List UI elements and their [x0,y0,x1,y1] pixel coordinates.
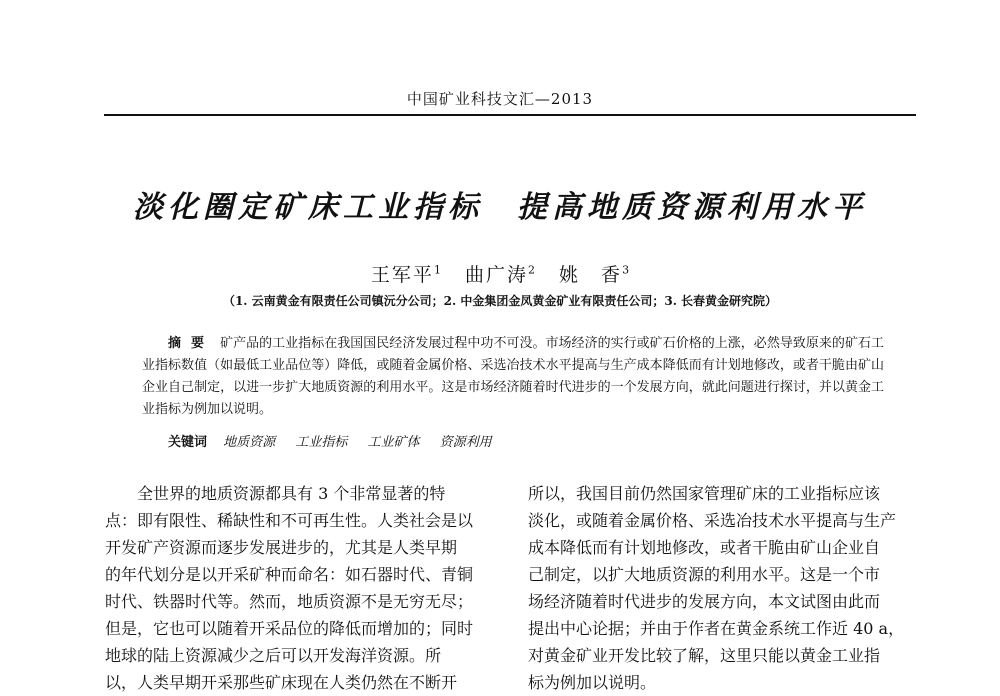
keyword: 工业矿体 [367,435,420,450]
author-name: 姚 香 [559,264,623,286]
author-list [0,260,1000,287]
title-part-1: 淡化圈定矿床工业指标 [133,190,483,225]
author-affil-mark: 2 [528,263,535,277]
abstract [142,333,884,421]
running-head: 中国矿业科技文汇—2013 [406,90,594,108]
body-line: 地球的陆上资源减少之后可以开发海洋资源。所 [105,646,442,665]
body-line: 的年代划分是以开采矿种而命名：如石器时代、青铜 [105,565,474,584]
author-affil-mark: 1 [433,263,441,277]
keyword: 工业指标 [295,435,348,450]
body-line: 所以，我国目前仍然国家管理矿床的工业指标应该 [528,484,881,503]
body-column-right [528,480,918,696]
body-column-left [105,480,495,696]
body-line: 场经济随着时代进步的发展方向，本文试图由此而 [528,592,881,611]
body-line-text: 全世界的地质资源都具有 3 个非常显著的特 [137,484,446,503]
body-line: 标为例加以说明。 [528,673,657,692]
body-line: 对黄金矿业开发比较了解，这里只能以黄金工业指 [528,646,881,665]
keyword: 资源利用 [439,435,492,450]
body-line: 淡化，或随着金属价格、采选冶技术水平提高与生产 [528,511,897,530]
keywords [168,431,884,450]
body-line: 以，人类早期开采那些矿床现在人类仍然在不断开 [105,673,458,692]
author-3 [559,264,629,286]
author-affil-mark: 3 [622,263,630,277]
body-line [105,480,495,507]
abstract-label: 摘要 [168,336,215,351]
affiliations: （1. 云南黄金有限责任公司镇沅分公司；2. 中金集团金凤黄金矿业有限责任公司；3. 长春黄金研究院） [222,294,778,308]
author-name: 王军平 [370,264,434,286]
body-line: 开发矿产资源而逐步发展进步的，尤其是人类早期 [105,538,458,557]
header-rule [104,114,916,116]
abstract-text: 矿产品的工业指标在我国国民经济发展过程中功不可没。市场经济的实行或矿石价格的上涨，必然导致原来的矿石工业指标数值（如最低工业品位等）降低，或随着金属价格、采选冶技术水平提高与生产成本降低而有计划地修改，或者干脆由矿山企业自己制定，以进一步扩大地质资源的利用水平。这是市场经济随着时代进步的一个发展方向，就此问题进行探讨，并以黄金工业指标为例加以说明。 [142,336,884,417]
body-line: 己制定，以扩大地质资源的利用水平。这是一个市 [528,565,881,584]
article-title [0,182,1000,226]
keyword: 地质资源 [223,435,276,450]
author-name: 曲广涛 [464,264,528,286]
body-line: 点：即有限性、稀缺性和不可再生性。人类社会是以 [105,511,474,530]
body-line: 成本降低而有计划地修改，或者干脆由矿山企业自 [528,538,881,557]
body-line: 时代、铁器时代等。然而，地质资源不是无穷无尽； [105,592,474,611]
body-line: 但是，它也可以随着开采品位的降低而增加的；同时 [105,619,474,638]
body-line: 提出中心论据；并由于作者在黄金系统工作近 40 a， [528,619,905,638]
title-part-2: 提高地质资源利用水平 [517,190,867,225]
author-2 [465,264,535,286]
keywords-label: 关键词 [168,435,208,450]
author-1 [371,264,441,286]
